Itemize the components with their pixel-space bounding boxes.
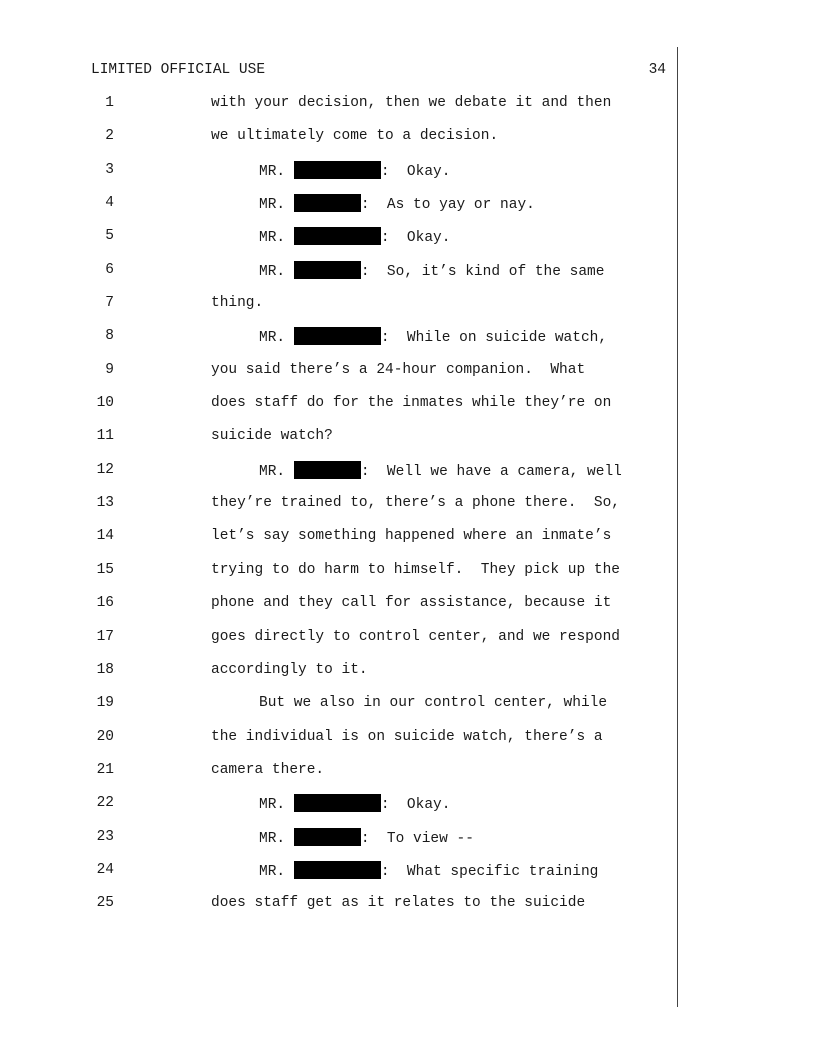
transcript-line xyxy=(0,361,816,394)
speaker-line xyxy=(259,461,622,481)
transcript-line xyxy=(0,661,816,694)
transcript-line xyxy=(0,194,816,227)
speaker-utterance: : What specific training xyxy=(380,863,599,880)
page-number: 34 xyxy=(648,62,666,78)
line-number: 9 xyxy=(105,361,114,378)
line-text: suicide watch? xyxy=(211,428,333,445)
speaker-line xyxy=(259,194,535,214)
line-number: 23 xyxy=(96,828,114,845)
line-number: 24 xyxy=(96,861,114,878)
line-number: 2 xyxy=(105,128,114,145)
line-number: 25 xyxy=(96,895,114,912)
transcript-line xyxy=(0,394,816,427)
speaker-utterance: : To view -- xyxy=(360,830,474,847)
speaker-utterance: : Okay. xyxy=(380,797,451,814)
speaker-line xyxy=(259,794,450,814)
transcript-line xyxy=(0,427,816,460)
line-text: with your decision, then we debate it and then xyxy=(211,95,612,111)
speaker-utterance: : So, it’s kind of the same xyxy=(360,263,605,280)
speaker-title: MR. xyxy=(259,197,294,214)
speaker-utterance: : While on suicide watch, xyxy=(380,330,608,347)
speaker-title: MR. xyxy=(259,163,294,180)
line-text: But we also in our control center, while xyxy=(259,695,608,712)
line-text: we ultimately come to a decision. xyxy=(211,128,499,145)
line-text: the individual is on suicide watch, there’s a xyxy=(211,728,603,745)
line-text: does staff do for the inmates while they’re on xyxy=(211,395,612,412)
transcript-line xyxy=(0,561,816,594)
speaker-title: MR. xyxy=(259,463,294,480)
line-number: 10 xyxy=(96,395,114,412)
transcript-line xyxy=(0,527,816,560)
line-text: phone and they call for assistance, because it xyxy=(211,595,612,612)
transcript-line xyxy=(0,594,816,627)
redaction-bar xyxy=(294,861,381,879)
line-number: 11 xyxy=(96,428,114,445)
redaction-bar xyxy=(294,261,361,279)
transcript-line xyxy=(0,494,816,527)
transcript-line xyxy=(0,294,816,327)
line-text: thing. xyxy=(211,295,264,312)
speaker-line xyxy=(259,227,450,247)
speaker-line xyxy=(259,861,598,881)
line-text: you said there’s a 24-hour companion. What xyxy=(211,361,586,378)
speaker-line xyxy=(259,828,474,848)
redaction-bar xyxy=(294,794,381,812)
line-number: 14 xyxy=(96,528,114,545)
redaction-bar xyxy=(294,327,381,345)
transcript-line xyxy=(0,94,816,127)
line-text: accordingly to it. xyxy=(211,661,368,678)
speaker-utterance: : Okay. xyxy=(380,163,451,180)
redaction-bar xyxy=(294,227,381,245)
transcript-line xyxy=(0,628,816,661)
speaker-utterance: : As to yay or nay. xyxy=(360,197,535,214)
transcript-line xyxy=(0,728,816,761)
speaker-title: MR. xyxy=(259,230,294,247)
speaker-title: MR. xyxy=(259,863,294,880)
line-number: 5 xyxy=(105,228,114,245)
speaker-line xyxy=(259,261,604,281)
transcript-line xyxy=(0,694,816,727)
redaction-bar xyxy=(294,828,361,846)
transcript-lines xyxy=(0,94,816,928)
line-number: 1 xyxy=(105,95,114,111)
speaker-title: MR. xyxy=(259,263,294,280)
line-number: 4 xyxy=(105,195,114,212)
speaker-title: MR. xyxy=(259,797,294,814)
document-marking: LIMITED OFFICIAL USE xyxy=(91,62,266,78)
line-number: 7 xyxy=(105,295,114,312)
transcript-line xyxy=(0,761,816,794)
speaker-utterance: : Okay. xyxy=(380,230,451,247)
line-text: goes directly to control center, and we respond xyxy=(211,628,620,645)
line-text: let’s say something happened where an inmate’s xyxy=(211,528,612,545)
line-number: 20 xyxy=(96,728,114,745)
line-text: they’re trained to, there’s a phone there. So, xyxy=(211,495,620,512)
transcript-line xyxy=(0,828,816,861)
transcript-line xyxy=(0,861,816,894)
transcript-line xyxy=(0,327,816,360)
transcript-line xyxy=(0,127,816,160)
line-number: 12 xyxy=(96,461,114,478)
line-number: 16 xyxy=(96,595,114,612)
line-number: 13 xyxy=(96,495,114,512)
redaction-bar xyxy=(294,161,381,179)
speaker-title: MR. xyxy=(259,830,294,847)
line-number: 21 xyxy=(96,761,114,778)
redaction-bar xyxy=(294,194,361,212)
line-text: camera there. xyxy=(211,761,325,778)
line-number: 15 xyxy=(96,561,114,578)
speaker-title: MR. xyxy=(259,330,294,347)
speaker-line xyxy=(259,327,607,347)
line-number: 17 xyxy=(96,628,114,645)
transcript-line xyxy=(0,261,816,294)
line-number: 3 xyxy=(105,161,114,178)
line-text: does staff get as it relates to the suicide xyxy=(211,895,586,912)
transcript-line xyxy=(0,227,816,260)
line-number: 6 xyxy=(105,261,114,278)
line-text: trying to do harm to himself. They pick up the xyxy=(211,561,620,578)
line-number: 8 xyxy=(105,328,114,345)
transcript-line xyxy=(0,161,816,194)
line-number: 18 xyxy=(96,661,114,678)
speaker-utterance: : Well we have a camera, well xyxy=(360,463,622,480)
line-number: 19 xyxy=(96,695,114,712)
transcript-line xyxy=(0,894,816,927)
speaker-line xyxy=(259,161,450,181)
line-number: 22 xyxy=(96,795,114,812)
transcript-line xyxy=(0,794,816,827)
transcript-line xyxy=(0,461,816,494)
redaction-bar xyxy=(294,461,361,479)
